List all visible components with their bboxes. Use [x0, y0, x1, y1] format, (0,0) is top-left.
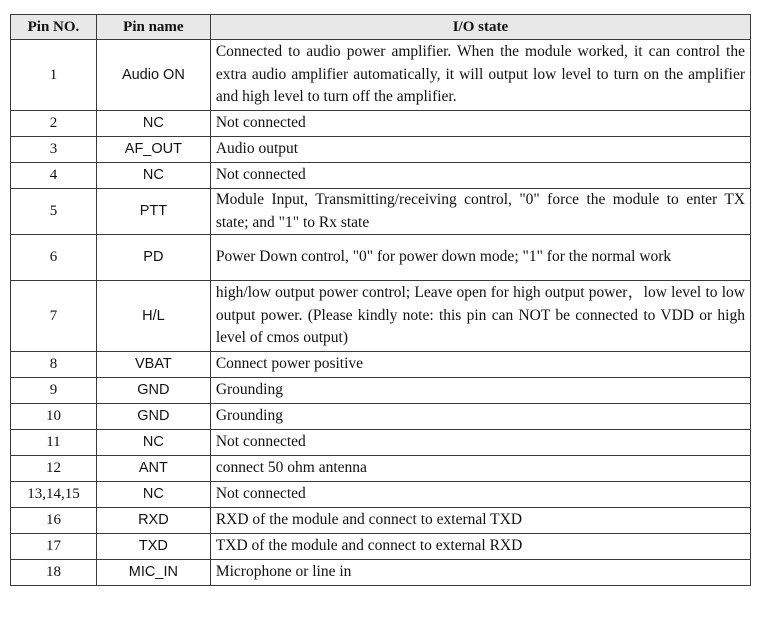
table-row — [11, 163, 751, 189]
pin-number: 6 — [11, 235, 97, 281]
table-row — [11, 404, 751, 430]
pin-io-state: RXD of the module and connect to external TXD — [210, 508, 750, 534]
pin-number: 16 — [11, 508, 97, 534]
pin-number: 9 — [11, 378, 97, 404]
pin-number: 18 — [11, 560, 97, 586]
pin-io-state: Not connected — [210, 430, 750, 456]
table-row — [11, 508, 751, 534]
pin-io-state: high/low output power control; Leave open for high output power，low level to low output power. (Please kindly note: this pin can NOT be connected to VDD or high level of cmos output) — [210, 281, 750, 352]
pin-number: 2 — [11, 111, 97, 137]
pin-name: ANT — [96, 456, 210, 482]
table-row — [11, 281, 751, 352]
pin-io-state: Audio output — [210, 137, 750, 163]
pin-io-state: Connected to audio power amplifier. When the module worked, it can control the extra audio amplifier automatically, it will output low level to turn on the amplifier and high level to turn off the amplifier. — [210, 40, 750, 111]
pin-name: MIC_IN — [96, 560, 210, 586]
pin-io-state: Grounding — [210, 404, 750, 430]
pin-definition-table — [10, 14, 751, 586]
pin-number: 5 — [11, 189, 97, 235]
pin-name: NC — [96, 111, 210, 137]
pin-name: PTT — [96, 189, 210, 235]
pin-name: PD — [96, 235, 210, 281]
pin-io-state: Power Down control, "0" for power down mode; "1" for the normal work — [210, 235, 750, 281]
pin-io-state: Not connected — [210, 482, 750, 508]
pin-name: NC — [96, 163, 210, 189]
pin-number: 17 — [11, 534, 97, 560]
pin-number: 8 — [11, 352, 97, 378]
pin-name: H/L — [96, 281, 210, 352]
table-row — [11, 137, 751, 163]
header-pin-no: Pin NO. — [11, 15, 97, 40]
table-row — [11, 40, 751, 111]
pin-io-state: Not connected — [210, 163, 750, 189]
pin-io-state: connect 50 ohm antenna — [210, 456, 750, 482]
pin-number: 11 — [11, 430, 97, 456]
table-row — [11, 189, 751, 235]
pin-number: 10 — [11, 404, 97, 430]
pin-name: RXD — [96, 508, 210, 534]
pin-number: 12 — [11, 456, 97, 482]
pin-io-state: Module Input, Transmitting/receiving control, "0" force the module to enter TX state; and "1" to Rx state — [210, 189, 750, 235]
pin-io-state: Microphone or line in — [210, 560, 750, 586]
pin-number: 7 — [11, 281, 97, 352]
pin-name: AF_OUT — [96, 137, 210, 163]
pin-number: 4 — [11, 163, 97, 189]
table-header-row — [11, 15, 751, 40]
pin-number: 1 — [11, 40, 97, 111]
table-row — [11, 534, 751, 560]
pin-name: Audio ON — [96, 40, 210, 111]
pin-number: 3 — [11, 137, 97, 163]
pin-name: TXD — [96, 534, 210, 560]
table-row — [11, 430, 751, 456]
pin-io-state: Not connected — [210, 111, 750, 137]
pin-name: NC — [96, 430, 210, 456]
header-io-state: I/O state — [210, 15, 750, 40]
table-row — [11, 482, 751, 508]
table-row — [11, 111, 751, 137]
header-pin-name: Pin name — [96, 15, 210, 40]
pin-name: GND — [96, 378, 210, 404]
table-row — [11, 560, 751, 586]
pin-name: GND — [96, 404, 210, 430]
pin-name: NC — [96, 482, 210, 508]
pin-number: 13,14,15 — [11, 482, 97, 508]
pin-name: VBAT — [96, 352, 210, 378]
table-row — [11, 235, 751, 281]
pin-io-state: Connect power positive — [210, 352, 750, 378]
table-row — [11, 456, 751, 482]
pin-io-state: Grounding — [210, 378, 750, 404]
table-row — [11, 352, 751, 378]
table-row — [11, 378, 751, 404]
pin-io-state: TXD of the module and connect to external RXD — [210, 534, 750, 560]
